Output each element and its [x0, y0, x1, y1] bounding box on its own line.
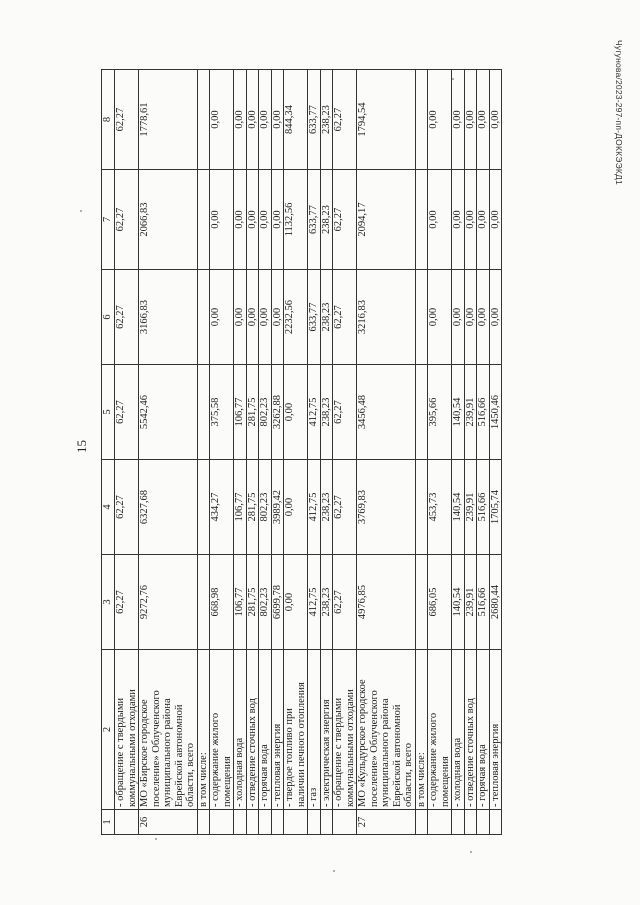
value-cell: 0,00 — [210, 270, 234, 365]
scan-speck — [452, 78, 454, 80]
value-cell: 844,34 — [284, 70, 308, 170]
value-cell: 802,23 — [259, 460, 272, 555]
row-label-line: МО «Бирское городское — [139, 699, 150, 807]
value-cell: 2232,56 — [284, 270, 308, 365]
column-number-cell: 6 — [102, 270, 115, 365]
value-cell: 281,75 — [246, 365, 259, 460]
row-label-line: - горячая вода — [259, 744, 270, 807]
row-number-cell: 27 — [357, 810, 416, 835]
row-label-line: - обращение с твердыми — [115, 697, 126, 807]
value-cell: 0,00 — [452, 270, 465, 365]
table-row — [197, 70, 210, 835]
row-label-line: Еврейской автономной — [391, 704, 403, 807]
value-cell: 434,27 — [210, 460, 234, 555]
row-number-cell — [464, 810, 477, 835]
value-cell: 2066,83 — [139, 170, 198, 270]
value-cell: 0,00 — [477, 270, 490, 365]
value-cell: 62,27 — [115, 170, 139, 270]
row-label-line: - газ — [308, 787, 319, 807]
value-cell: 802,23 — [259, 555, 272, 650]
value-cell: 412,75 — [308, 365, 321, 460]
value-cell — [197, 460, 210, 555]
value-cell — [197, 70, 210, 170]
table-row — [357, 70, 416, 835]
value-cell: 2094,17 — [357, 170, 416, 270]
value-cell: 668,98 — [210, 555, 234, 650]
row-label-line: МО «Кульдурское городское — [357, 679, 368, 807]
value-cell: 238,23 — [320, 365, 333, 460]
value-cell: 281,75 — [246, 555, 259, 650]
column-number-cell: 2 — [102, 650, 115, 810]
row-label-line: коммунальными отходами — [344, 689, 356, 807]
value-cell: 0,00 — [246, 70, 259, 170]
row-label-line: - содержание жилого — [210, 712, 221, 807]
table-row — [489, 70, 502, 835]
value-cell: 106,77 — [234, 555, 247, 650]
row-number-cell — [234, 810, 247, 835]
scan-speck — [333, 870, 335, 872]
value-cell: 395,66 — [428, 365, 452, 460]
table-row — [333, 70, 357, 835]
row-number-cell — [284, 810, 308, 835]
value-cell: 0,00 — [464, 70, 477, 170]
row-label-line: наличии печного отопления — [295, 682, 307, 807]
value-cell: 412,75 — [308, 460, 321, 555]
row-label-line: - холодная вода — [452, 737, 463, 807]
value-cell: 6327,68 — [139, 460, 198, 555]
table-row — [259, 70, 272, 835]
value-cell: 516,66 — [477, 555, 490, 650]
rotated-content — [70, 70, 570, 835]
value-cell: 0,00 — [259, 170, 272, 270]
value-cell — [415, 270, 428, 365]
value-cell: 239,91 — [464, 365, 477, 460]
row-label-line: в том числе: — [415, 752, 427, 807]
value-cell: 0,00 — [428, 70, 452, 170]
row-label-cell — [333, 650, 357, 810]
value-cell: 106,77 — [234, 460, 247, 555]
row-label-line: - содержание жилого — [428, 712, 439, 807]
value-cell: 3769,83 — [357, 460, 416, 555]
value-cell: 238,23 — [320, 460, 333, 555]
value-cell: 0,00 — [271, 70, 284, 170]
row-label-cell — [284, 650, 308, 810]
value-cell: 6699,78 — [271, 555, 284, 650]
column-number-cell: 4 — [102, 460, 115, 555]
row-label-cell — [197, 650, 210, 810]
value-cell — [197, 365, 210, 460]
row-label-line: области, всего — [403, 743, 414, 807]
value-cell: 0,00 — [428, 270, 452, 365]
value-cell: 239,91 — [464, 460, 477, 555]
value-cell: 9272,76 — [139, 555, 198, 650]
row-label-line: поселение» Облученского — [368, 690, 380, 807]
row-number-cell — [115, 810, 139, 835]
row-label-cell — [357, 650, 416, 810]
row-label-cell — [428, 650, 452, 810]
value-cell: 0,00 — [464, 170, 477, 270]
value-cell: 0,00 — [271, 170, 284, 270]
column-number-cell: 5 — [102, 365, 115, 460]
table-row — [139, 70, 198, 835]
scan-speck — [470, 851, 472, 853]
row-number-cell — [210, 810, 234, 835]
row-label-cell — [489, 650, 502, 810]
table-row — [452, 70, 465, 835]
value-cell: 62,27 — [115, 460, 139, 555]
value-cell: 1778,61 — [139, 70, 198, 170]
value-cell: 0,00 — [489, 270, 502, 365]
table-row — [246, 70, 259, 835]
table-row — [115, 70, 139, 835]
value-cell — [415, 70, 428, 170]
row-label-line: области, всего — [185, 743, 196, 807]
row-number-cell — [246, 810, 259, 835]
row-label-cell — [139, 650, 198, 810]
value-cell: 106,77 — [234, 365, 247, 460]
value-cell: 0,00 — [246, 170, 259, 270]
value-cell: 238,23 — [320, 555, 333, 650]
row-label-line: - холодная вода — [234, 737, 245, 807]
row-label-cell — [246, 650, 259, 810]
value-cell: 62,27 — [333, 270, 357, 365]
value-cell: 1705,74 — [489, 460, 502, 555]
row-label-cell — [210, 650, 234, 810]
value-cell: 239,91 — [464, 555, 477, 650]
row-label-line: муниципального района — [380, 698, 391, 807]
scan-speck — [80, 210, 82, 212]
value-cell: 375,58 — [210, 365, 234, 460]
value-cell: 62,27 — [115, 70, 139, 170]
row-label-cell — [308, 650, 321, 810]
value-cell: 1450,46 — [489, 365, 502, 460]
value-cell — [415, 555, 428, 650]
table-row — [308, 70, 321, 835]
row-number-cell — [308, 810, 321, 835]
row-number-cell — [489, 810, 502, 835]
row-label-line: в том числе: — [197, 752, 209, 807]
value-cell: 62,27 — [115, 555, 139, 650]
row-label-line: - обращение с твердыми — [333, 697, 344, 807]
table-body — [102, 70, 502, 835]
table-row — [271, 70, 284, 835]
value-cell: 633,77 — [308, 70, 321, 170]
table-row — [284, 70, 308, 835]
row-number-cell — [271, 810, 284, 835]
value-cell: 0,00 — [246, 270, 259, 365]
value-cell: 0,00 — [234, 270, 247, 365]
value-cell — [197, 270, 210, 365]
value-cell: 140,54 — [452, 555, 465, 650]
value-cell: 3216,83 — [357, 270, 416, 365]
value-cell: 0,00 — [234, 170, 247, 270]
value-cell: 516,66 — [477, 460, 490, 555]
value-cell: 0,00 — [477, 170, 490, 270]
value-cell: 62,27 — [333, 555, 357, 650]
value-cell: 1794,54 — [357, 70, 416, 170]
value-cell: 238,23 — [320, 70, 333, 170]
value-cell: 0,00 — [489, 170, 502, 270]
value-cell: 62,27 — [333, 170, 357, 270]
value-cell: 4976,85 — [357, 555, 416, 650]
row-label-cell — [452, 650, 465, 810]
row-number-cell — [197, 810, 210, 835]
value-cell: 5542,46 — [139, 365, 198, 460]
value-cell: 0,00 — [210, 170, 234, 270]
value-cell: 633,77 — [308, 270, 321, 365]
value-cell: 633,77 — [308, 170, 321, 270]
value-cell — [197, 170, 210, 270]
value-cell: 0,00 — [259, 270, 272, 365]
column-number-cell: 3 — [102, 555, 115, 650]
value-cell: 516,66 — [477, 365, 490, 460]
value-cell: 140,54 — [452, 460, 465, 555]
value-cell: 0,00 — [452, 170, 465, 270]
row-label-line: - тепловая энергия — [489, 723, 501, 807]
row-label-line: - тепловая энергия — [271, 723, 283, 807]
row-label-line: коммунальными отходами — [126, 689, 138, 807]
row-number-cell — [333, 810, 357, 835]
value-cell: 0,00 — [284, 365, 308, 460]
row-number-cell — [428, 810, 452, 835]
row-label-line: - электрическая энергия — [320, 699, 332, 807]
value-cell: 2680,44 — [489, 555, 502, 650]
value-cell: 412,75 — [308, 555, 321, 650]
table-row — [477, 70, 490, 835]
table-row — [210, 70, 234, 835]
value-cell: 3456,48 — [357, 365, 416, 460]
value-cell — [415, 460, 428, 555]
row-label-line: помещения — [439, 756, 451, 807]
column-number-row — [102, 70, 115, 835]
value-cell: 0,00 — [234, 70, 247, 170]
value-cell: 62,27 — [115, 365, 139, 460]
document-code: Чугунова/2023-297-пп-ДОККЭЭКД1 — [614, 40, 624, 185]
table-row — [234, 70, 247, 835]
value-cell: 0,00 — [452, 70, 465, 170]
row-label-line: - твердое топливо при — [284, 708, 295, 807]
row-label-cell — [259, 650, 272, 810]
table-row — [464, 70, 477, 835]
value-cell: 802,23 — [259, 365, 272, 460]
row-number-cell — [259, 810, 272, 835]
value-cell: 0,00 — [271, 270, 284, 365]
row-label-cell — [477, 650, 490, 810]
row-label-line: муниципального района — [162, 698, 173, 807]
tariff-table — [101, 69, 502, 835]
value-cell: 62,27 — [333, 70, 357, 170]
value-cell: 0,00 — [464, 270, 477, 365]
row-number-cell — [452, 810, 465, 835]
value-cell: 0,00 — [477, 70, 490, 170]
value-cell: 3166,83 — [139, 270, 198, 365]
value-cell: 453,73 — [428, 460, 452, 555]
page-header — [70, 70, 100, 835]
value-cell: 62,27 — [333, 460, 357, 555]
column-number-cell: 1 — [102, 810, 115, 835]
table-row — [428, 70, 452, 835]
value-cell: 238,23 — [320, 170, 333, 270]
value-cell: 62,27 — [115, 270, 139, 365]
value-cell — [415, 365, 428, 460]
value-cell: 0,00 — [284, 555, 308, 650]
value-cell — [415, 170, 428, 270]
value-cell: 0,00 — [428, 170, 452, 270]
column-number-cell: 7 — [102, 170, 115, 270]
row-label-line: помещения — [221, 756, 233, 807]
row-label-cell — [464, 650, 477, 810]
value-cell: 1132,56 — [284, 170, 308, 270]
row-number-cell — [320, 810, 333, 835]
row-label-line: Еврейской автономной — [173, 704, 185, 807]
value-cell: 0,00 — [489, 70, 502, 170]
value-cell: 0,00 — [210, 70, 234, 170]
value-cell: 62,27 — [333, 365, 357, 460]
value-cell: 0,00 — [284, 460, 308, 555]
column-number-cell: 8 — [102, 70, 115, 170]
value-cell: 281,75 — [246, 460, 259, 555]
row-label-line: - отведение сточных вод — [464, 698, 476, 807]
row-number-cell — [415, 810, 428, 835]
value-cell: 3989,42 — [271, 460, 284, 555]
row-label-cell — [234, 650, 247, 810]
row-label-line: поселение» Облученского — [150, 690, 162, 807]
table-row — [415, 70, 428, 835]
row-label-line: - отведение сточных вод — [246, 698, 258, 807]
page-number: 15 — [74, 440, 89, 453]
row-number-cell — [477, 810, 490, 835]
row-number-cell: 26 — [139, 810, 198, 835]
value-cell: 140,54 — [452, 365, 465, 460]
table-row — [320, 70, 333, 835]
value-cell: 686,05 — [428, 555, 452, 650]
row-label-line: - горячая вода — [477, 744, 488, 807]
value-cell: 238,23 — [320, 270, 333, 365]
row-label-cell — [320, 650, 333, 810]
value-cell: 3262,88 — [271, 365, 284, 460]
value-cell: 0,00 — [259, 70, 272, 170]
scan-speck — [155, 838, 157, 840]
row-label-cell — [271, 650, 284, 810]
row-label-cell — [115, 650, 139, 810]
row-label-cell — [415, 650, 428, 810]
value-cell — [197, 555, 210, 650]
